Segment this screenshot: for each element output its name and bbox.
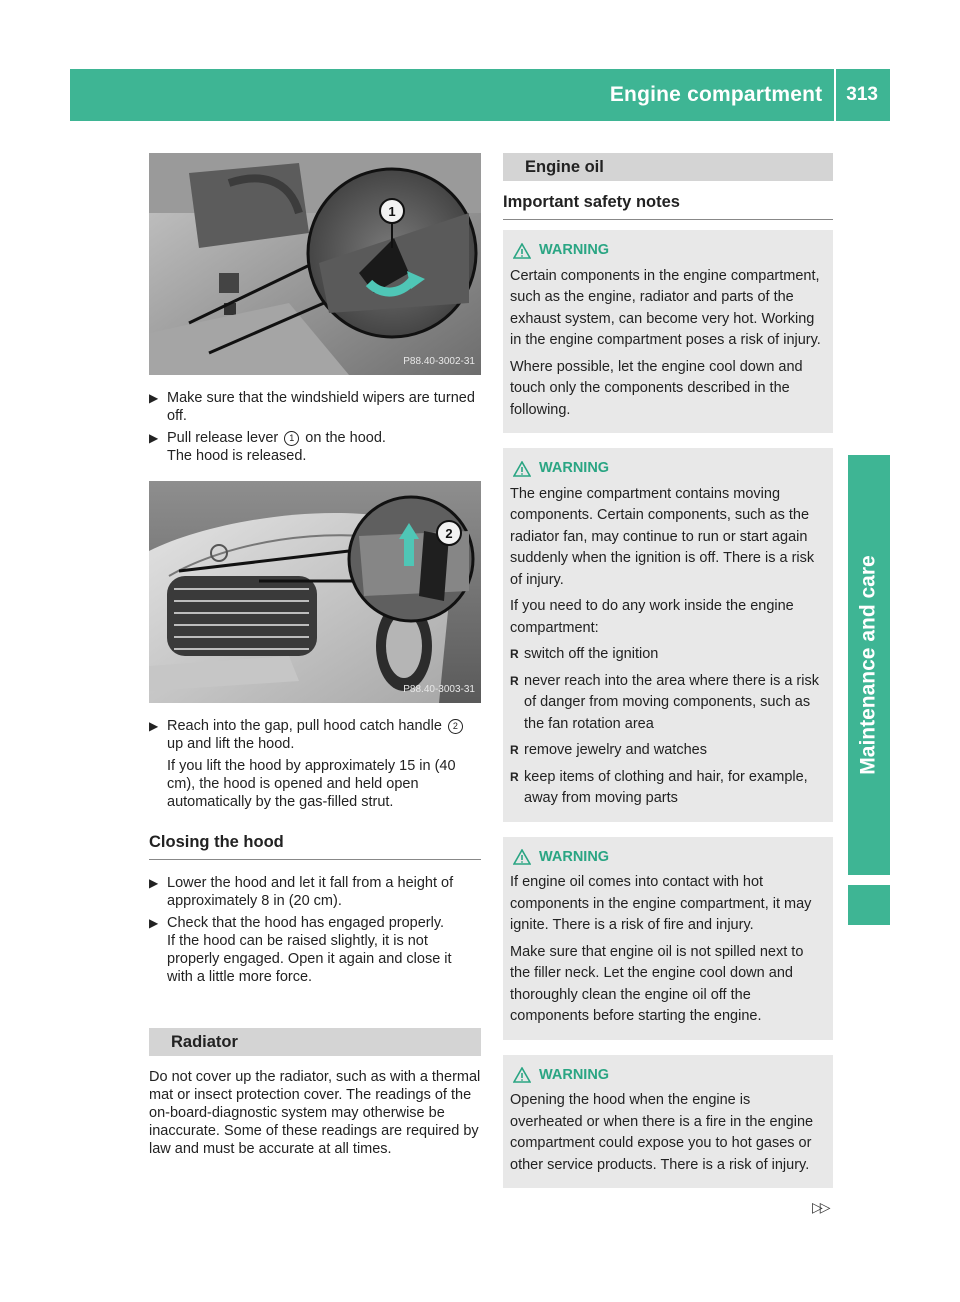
bullet-r-icon: R [510,647,519,661]
header-title: Engine compartment [609,83,823,106]
engine-oil-heading: Engine oil [503,153,833,181]
step-text: Check that the hood has engaged properly. [167,915,445,931]
photo-hood-catch-illustration [149,481,481,703]
step-pull-lever [149,429,481,465]
step-check-engaged [149,914,481,986]
step-lower-hood [149,874,481,910]
radiator-body: Do not cover up the radiator, such as with a thermal mat or insect protection cover. The readings of the on-board-diagnostic system may otherwise be inaccurate. Some of these readings are required by law and must be accurate at all times. [149,1069,481,1157]
step-result: The hood is released. [167,448,307,464]
warning-label: WARNING [539,460,610,476]
closing-hood-heading: Closing the hood [149,833,481,860]
warning-triangle-icon [513,1067,531,1083]
bullet-text: switch off the ignition [524,646,659,662]
step-text: Make sure that the windshield wipers are turned off. [167,390,475,424]
warning-label: WARNING [539,242,610,258]
warning-title [510,1065,825,1087]
step-pull-catch [149,717,481,811]
warning-paragraph: Certain components in the engine compartment, such as the engine, radiator and parts of the exhaust system, can become very hot. Working in the engine compartment poses a risk of injury. [510,267,821,348]
callout-2: 2 [445,526,453,541]
step-text-after: up and lift the hood. [167,736,295,752]
bullet-r-icon: R [510,743,519,757]
bullet-r-icon: R [510,769,519,784]
warning-paragraph: The engine compartment contains moving components. Certain components, such as the radiator fan, may continue to run or start again suddenly when the ignition is off. There is a risk of injury. [510,485,815,588]
side-tab [848,455,890,875]
warning-paragraph: Where possible, let the engine cool down and touch only the components described in the following. [510,358,803,418]
step-result: If the hood can be raised slightly, it is not properly engaged. Open it again and close it with a little more force. [167,933,452,985]
circled-number-2: 2 [448,719,463,734]
step-text: Lower the hood and let it fall from a height of approximately 8 in (20 cm). [167,875,454,909]
callout-1: 1 [388,204,396,219]
warning-bullet [510,671,825,736]
circled-number-1: 1 [284,431,299,446]
photo-hood-catch [149,481,481,703]
warning-paragraph: Make sure that engine oil is not spilled next to the filler neck. Let the engine cool down and thoroughly clean the engine oil off the components before starting the engine. [510,943,804,1024]
safety-notes-heading: Important safety notes [503,193,833,220]
right-column [503,153,833,1188]
step-wipers-off [149,389,481,425]
radiator-heading: Radiator [149,1028,481,1056]
page-header [70,69,890,121]
warning-box-engine-oil-fire [503,837,833,1040]
bullet-r-icon: R [510,673,519,688]
photo-code: P88.40-3002-31 [403,356,475,367]
warning-triangle-icon [513,461,531,477]
warning-label: WARNING [539,1066,610,1083]
warning-box-hot-gases [503,1055,833,1189]
step-arrow-icon: ▶ [149,719,159,733]
bullet-text: remove jewelry and watches [524,742,707,758]
warning-box-moving-components [503,448,833,822]
warning-title [510,458,825,480]
warning-title [510,240,825,262]
warning-triangle-icon [513,849,531,865]
warning-bullet [510,740,825,762]
side-tab-label: Maintenance and care [857,555,881,775]
step-text-before: Reach into the gap, pull hood catch handle [167,718,442,734]
page-number: 313 [846,84,878,105]
continue-arrow-icon: ▷▷ [812,1199,828,1215]
bullet-text: never reach into the area where there is a risk of danger from moving components, such as the fan rotation area [524,672,819,732]
warning-paragraph: If you need to do any work inside the engine compartment: [510,598,794,636]
photo-release-lever [149,153,481,375]
step-text-after: on the hood. [305,430,386,446]
step-result: If you lift the hood by approximately 15 in (40 cm), the hood is opened and held open automatically by the gas-filled strut. [167,758,456,810]
photo-release-lever-illustration [149,153,481,375]
step-arrow-icon: ▶ [149,916,159,930]
step-arrow-icon: ▶ [149,876,159,890]
photo-code: P88.40-3003-31 [403,684,475,695]
step-arrow-icon: ▶ [149,391,159,405]
warning-title [510,847,825,869]
warning-triangle-icon [513,243,531,259]
warning-box-hot-components [503,230,833,433]
step-text-before: Pull release lever [167,430,279,446]
warning-paragraph: Opening the hood when the engine is overheated or when there is a fire in the engine compartment could expose you to hot gases or other service products. There is a risk of injury. [510,1092,814,1173]
bullet-text: keep items of clothing and hair, for example, away from moving parts [524,768,808,806]
warning-bullet [510,767,825,810]
left-column [149,153,481,1158]
warning-paragraph: If engine oil comes into contact with hot components in the engine compartment, it may ignite. There is a risk of fire and injury. [510,874,812,933]
warning-label: WARNING [539,848,610,865]
step-arrow-icon: ▶ [149,431,159,445]
side-tab-marker [848,885,890,925]
warning-bullet [510,644,825,666]
